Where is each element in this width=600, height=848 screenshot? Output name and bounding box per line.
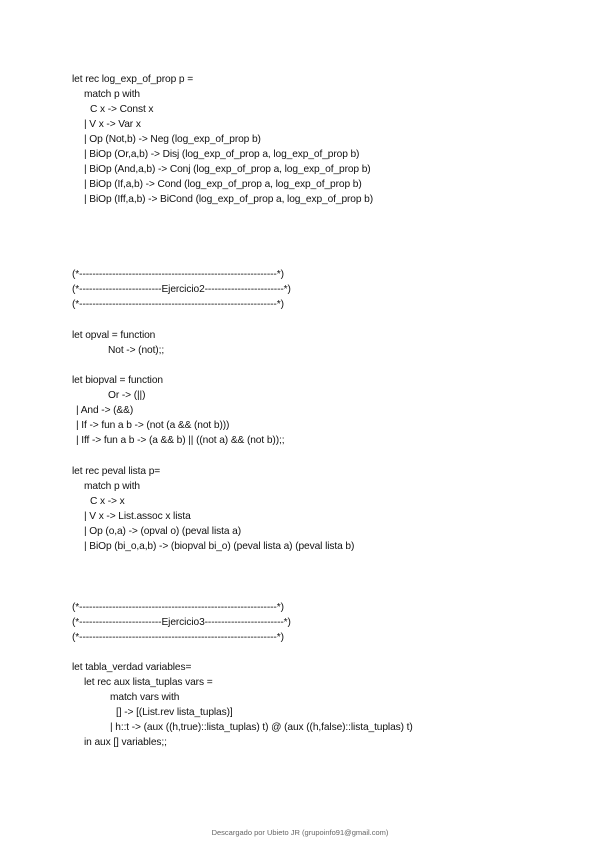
code-line: in aux [] variables;; xyxy=(84,737,167,748)
code-line: | BiOp (Iff,a,b) -> BiCond (log_exp_of_prop a, log_exp_of_prop b) xyxy=(84,194,374,205)
code-line: Or -> (||) xyxy=(108,390,146,401)
code-line: let biopval = function xyxy=(72,375,163,386)
code-line: | BiOp (And,a,b) -> Conj (log_exp_of_prop a, log_exp_of_prop b) xyxy=(84,164,371,175)
code-line: let rec log_exp_of_prop p = xyxy=(72,74,194,85)
code-line: let tabla_verdad variables= xyxy=(72,662,192,673)
comment-line: (*------------------------------------------------------------*) xyxy=(72,632,284,643)
comment-line: (*------------------------------------------------------------*) xyxy=(72,602,284,613)
code-line: | V x -> Var x xyxy=(84,119,141,130)
code-line: let opval = function xyxy=(72,330,156,341)
code-line: | V x -> List.assoc x lista xyxy=(84,511,191,522)
comment-line: (*------------------------------------------------------------*) xyxy=(72,269,284,280)
comment-line: (*------------------------------------------------------------*) xyxy=(72,299,284,310)
section-heading: (*-------------------------Ejercicio2------------------------*) xyxy=(72,284,291,295)
code-line: | BiOp (bi_o,a,b) -> (biopval bi_o) (peval lista a) (peval lista b) xyxy=(84,541,355,552)
code-line: | BiOp (If,a,b) -> Cond (log_exp_of_prop a, log_exp_of_prop b) xyxy=(84,179,362,190)
code-line: match vars with xyxy=(110,692,180,703)
code-line: | And -> (&&) xyxy=(76,405,134,416)
code-line: | Op (Not,b) -> Neg (log_exp_of_prop b) xyxy=(84,134,261,145)
section-heading: (*-------------------------Ejercicio3------------------------*) xyxy=(72,617,291,628)
code-line: | Op (o,a) -> (opval o) (peval lista a) xyxy=(84,526,241,537)
code-line: | BiOp (Or,a,b) -> Disj (log_exp_of_prop a, log_exp_of_prop b) xyxy=(84,149,360,160)
download-footer: Descargado por Ubieto JR (grupoinfo91@gmail.com) xyxy=(211,828,389,837)
code-line: | If -> fun a b -> (not (a && (not b))) xyxy=(76,420,230,431)
code-line: Not -> (not);; xyxy=(108,345,165,356)
code-line: let rec aux lista_tuplas vars = xyxy=(84,677,213,688)
code-line: match p with xyxy=(84,481,140,492)
code-line: C x -> x xyxy=(90,496,125,507)
code-line: C x -> Const x xyxy=(90,104,154,115)
code-line: | Iff -> fun a b -> (a && b) || ((not a) && (not b));; xyxy=(76,435,285,446)
code-line: match p with xyxy=(84,89,140,100)
code-line: | h::t -> (aux ((h,true)::lista_tuplas) t) @ (aux ((h,false)::lista_tuplas) t) xyxy=(110,722,413,733)
code-line: let rec peval lista p= xyxy=(72,466,161,477)
code-line: [] -> [(List.rev lista_tuplas)] xyxy=(116,707,233,718)
